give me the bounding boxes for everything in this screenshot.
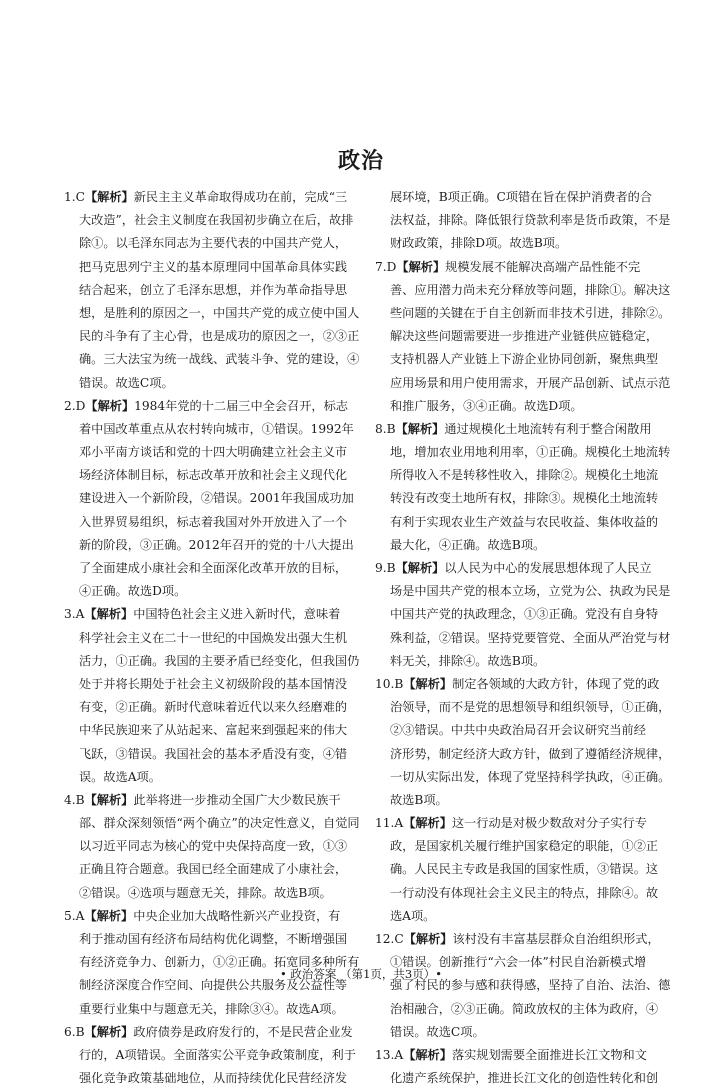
answer-text: 制经济深度合作空间、向提供公共服务及公益性等 [79,978,348,993]
answer-text: 中国特色社会主义进入新时代，意味着 [133,607,341,622]
answer-text-line [64,209,364,232]
answer-text: 把马克思列宁主义的基本原理同中国革命具体实践 [79,259,348,274]
answer-text: 入世界贸易组织，标志着我国对外开放进入了一个 [79,514,348,529]
analysis-tag: 【解析】 [403,676,453,691]
answer-text-line [64,487,364,510]
question-number: 11.A [375,816,404,831]
answer-text: 该村没有丰富基层群众自治组织形式， [452,932,660,946]
right-column [375,186,675,1090]
answer-text-line [64,534,364,557]
question-number: 8.B [375,421,396,436]
answer-text-line [64,580,364,603]
answer-text: 最大化，④正确。故选B项。 [390,537,546,552]
answer-text-line [64,557,364,580]
answer-text: 民的斗争有了主心骨，也是成功的原因之一，②③正 [79,329,360,344]
answer-text: 有变，②正确。新时代意味着近代以来久经磨难的 [79,700,348,715]
answer-text: 除①。以毛泽东同志为主要代表的中国共产党人， [79,236,348,251]
answer-text-line [375,696,675,719]
answer-text-line [375,905,675,928]
answer-text: 飞跃，③错误。我国社会的基本矛盾没有变，④错 [79,746,348,761]
answer-text-line [375,186,675,209]
analysis-tag: 【解析】 [395,421,445,436]
question-number: 2.D [64,398,86,413]
answer-text: ①错误。创新推行“六会一体”村民自治新模式增 [390,955,647,970]
answer-text: 建设进入一个新阶段，②错误。2001年我国成功加 [79,491,354,506]
question-number: 9.B [375,561,396,575]
answer-text-line [375,603,675,626]
answer-text: 大改造”，社会主义制度在我国初步确立在后，故排 [79,213,354,228]
answer-text-line [375,858,675,881]
answer-text-line [375,441,675,464]
answer-text: 一切从实际出发，体现了党坚持科学执政，④正确。 [390,769,671,784]
answer-text-line [64,325,364,348]
answer-text: ②错误。④选项与题意无关，排除。故选B项。 [79,885,332,900]
answer-text-line [375,279,675,302]
analysis-tag: 【解析】 [84,190,134,204]
answer-text: 错误。故选C项。 [79,375,174,390]
answer-text: 中华民族迎来了从站起来、富起来到强起来的伟大 [79,723,348,738]
answer-text: 济形势，制定经济大政方针，做到了遵循经济规律， [390,746,671,761]
answer-text: 有经济竞争力、创新力，①②正确。拓宽同多种所有 [79,955,360,970]
answer-text-line [64,279,364,302]
answer-text: 解决这些问题需要进一步推进产业链供应链稳定， [390,329,659,344]
answer-text-line [64,719,364,742]
answer-text: 善、应用潜力尚未充分释放等问题，排除①。解决这 [390,282,671,297]
answer-text-line [64,766,364,789]
answer-item-start [375,812,675,835]
answer-text-line [375,789,675,812]
analysis-tag: 【解析】 [403,932,453,946]
answer-text-line [64,627,364,650]
answer-text-line [375,627,675,650]
answer-text: 新的阶段，③正确。2012年召开的党的十八大提出 [79,537,354,552]
page-title: 政治 [337,149,384,174]
answer-text: 利于推动国有经济布局结构优化调整，不断增强国 [79,932,348,946]
answer-item-start [64,905,364,928]
answer-text-line [64,998,364,1021]
analysis-tag: 【解析】 [395,561,445,575]
answer-text: 以人民为中心的发展思想体现了人民立 [444,561,652,575]
answer-text: 法权益，排除。降低银行贷款利率是货币政策，不是 [390,213,671,228]
answer-text: 有利于实现农业生产效益与农民收益、集体收益的 [390,514,659,529]
answer-text-line [64,418,364,441]
left-column [64,186,364,1090]
answer-text: 想，是胜利的原因之一，中国共产党的成立使中国人 [79,305,360,320]
answer-text-line [64,858,364,881]
answer-text-line [64,696,364,719]
question-number: 4.B [64,792,85,807]
answer-text-line [375,998,675,1021]
answer-item-start [64,603,364,626]
answer-text: 些问题的关键在于自主创新而非技术引进，排除②。 [390,305,671,320]
answer-text: 确。人民民主专政是我国的国家性质，③错误。这 [390,862,659,877]
answer-text: 转没有改变土地所有权，排除③。规模化土地流转 [390,491,659,506]
answer-item-start [375,557,675,580]
analysis-tag: 【解析】 [84,1024,134,1039]
answer-text: 活力，①正确。我国的主要矛盾已经变化，但我国仍 [79,653,360,668]
answer-text-line [375,487,675,510]
answer-item-start [375,256,675,279]
answer-text-line [375,395,675,418]
answer-text-line [64,348,364,371]
answer-text-line [64,928,364,951]
answer-text-line [375,348,675,371]
answer-text-line [64,441,364,464]
answer-text: 治相融合，②③正确。简政放权的主体为政府，④ [390,1001,659,1016]
answer-text: 展环境，B项正确。C项错在旨在保护消费者的合 [390,190,653,204]
answer-text-line [64,673,364,696]
analysis-tag: 【解析】 [396,259,446,274]
question-number: 13.A [375,1047,404,1062]
question-number: 7.D [375,259,397,274]
answer-text-line [375,719,675,742]
answer-text-line [64,302,364,325]
answer-text: 正确且符合题意。我国已经全面建成了小康社会， [79,862,348,877]
answer-text: ②③错误。中共中央政治局召开会议研究当前经 [390,723,646,738]
answer-text: 治领导，而不是党的思想领导和组织领导，①正确， [390,700,671,715]
answer-text: 通过规模化土地流转有利于整合闲散用 [444,421,652,436]
answer-text: 和推广服务，③④正确。故选D项。 [390,398,583,413]
answer-text: 地，增加农业用地利用率，①正确。规模化土地流转 [390,445,671,460]
answer-text-line [375,325,675,348]
question-number: 6.B [64,1024,85,1039]
answer-text-line [64,743,364,766]
answer-text-line [64,511,364,534]
answer-item-start [64,395,364,418]
answer-text-line [64,1044,364,1067]
answer-text-line [375,766,675,789]
answer-text-line [375,232,675,255]
answer-text: 政，是国家机关履行维护国家稳定的职能，①②正 [390,839,659,854]
analysis-tag: 【解析】 [403,816,452,831]
answer-text-line [375,511,675,534]
answer-text-line [375,743,675,766]
answer-text: 误。故选A项。 [79,769,161,784]
answer-item-start [64,789,364,812]
question-number: 5.A [64,908,85,923]
answer-text: 应用场景和用户使用需求，开展产品创新、试点示范 [390,375,671,390]
answer-text: 此举将进一步推动全国广大少数民族干 [133,792,341,807]
question-number: 10.B [375,676,404,691]
answer-text: 了全面建成小康社会和全面深化改革开放的目标， [79,561,348,575]
analysis-tag: 【解析】 [84,792,134,807]
answer-text: 选A项。 [390,908,436,923]
analysis-tag: 【解析】 [84,607,134,622]
analysis-tag: 【解析】 [84,908,134,923]
analysis-tag: 【解析】 [85,398,135,413]
answer-text-line [375,534,675,557]
answer-text: 结合起来，创立了毛泽东思想，并作为革命指导思 [79,282,348,297]
answer-text: 所得收入不是转移性收入，排除②。规模化土地流 [390,468,659,483]
answer-text-line [375,1021,675,1044]
answer-text: 中国共产党的执政理念，①③正确。党没有自身特 [390,607,659,622]
answer-text-line [64,835,364,858]
answer-item-start [375,418,675,441]
answer-text: 处于并将长期处于社会主义初级阶段的基本国情没 [79,676,348,691]
answer-text-line [375,464,675,487]
answer-text: 政府债券是政府发行的，不是民营企业发 [133,1024,353,1039]
answer-text-line [64,372,364,395]
answer-text: 规模发展不能解决高端产品性能不完 [445,259,641,274]
answer-item-start [64,1021,364,1044]
answer-text-line [375,882,675,905]
answer-text: 新民主主义革命取得成功在前，完成“三 [133,190,348,204]
answer-text: 料无关，排除④。故选B项。 [390,653,546,668]
answer-text-line [375,209,675,232]
answer-text: 错误。故选C项。 [390,1024,485,1039]
answer-text: 场是中国共产党的根本立场，立党为公、执政为民是 [390,584,671,599]
answer-text-line [64,1067,364,1090]
answer-text-line [64,812,364,835]
answer-text: 故选B项。 [390,792,448,807]
question-number: 1.C [64,190,85,204]
question-number: 12.C [375,932,404,946]
answer-text: 着中国改革重点从农村转向城市，①错误。1992年 [79,421,354,436]
answer-text: 场经济体制目标，标志改革开放和社会主义现代化 [79,468,348,483]
answer-text: 强化竞争政策基础地位，从而持续优化民营经济发 [79,1071,348,1086]
answer-item-start [64,186,364,209]
answer-text: 部、群众深刻领悟“两个确立”的决定性意义，自觉同 [79,816,360,831]
answer-item-start [375,673,675,696]
answer-text: 科学社会主义在二十一世纪的中国焕发出强大生机 [79,630,348,645]
answer-item-start [375,928,675,951]
answer-text-line [375,650,675,673]
answer-text-line [375,302,675,325]
answer-text-line [64,256,364,279]
answer-text: 1984年党的十二届三中全会召开，标志 [134,398,348,413]
answer-text: 中央企业加大战略性新兴产业投资，有 [133,908,341,923]
analysis-tag: 【解析】 [403,1047,452,1062]
answer-text: 邓小平南方谈话和党的十四大明确建立社会主义市 [79,445,348,460]
answer-text: 确。三大法宝为统一战线、武装斗争、党的建设，④ [79,352,360,367]
answer-text: 强了村民的参与感和获得感，坚持了自治、法治、德 [390,978,671,993]
answer-text-line [64,464,364,487]
answer-text: 这一行动是对极少数敌对分子实行专 [451,816,647,831]
answer-text: ④正确。故选D项。 [79,584,187,599]
answer-text-line [375,835,675,858]
answer-text: 以习近平同志为核心的党中央保持高度一致，①③ [79,839,348,854]
answer-text-line [375,372,675,395]
answer-text: 落实规划需要全面推进长江文物和文 [451,1047,647,1062]
answer-text: 殊利益，②错误。坚持党要管党、全面从严治党与材 [390,630,671,645]
answer-text: 支持机器人产业链上下游企业协同创新，聚焦典型 [390,352,659,367]
answer-text-line [64,882,364,905]
page-footer: • 政治答案 （第1页，共3页）• [279,967,442,981]
answer-text: 制定各领域的大政方针，体现了党的政 [452,676,660,691]
answer-text: 化遗产系统保护，推进长江文化的创造性转化和创 [390,1071,659,1086]
answer-text-line [375,1067,675,1090]
answer-text: 行的，A项错误。全面落实公平竞争政策制度，利于 [79,1047,356,1062]
question-number: 3.A [64,607,85,622]
answer-text-line [375,580,675,603]
answer-text: 重要行业集中与题意无关，排除③④。故选A项。 [79,1001,344,1016]
answer-text: 财政政策，排除D项。故选B项。 [390,236,568,251]
answer-text: 一行动没有体现社会主义民主的特点，排除④。故 [390,885,659,900]
answer-text-line [64,650,364,673]
answer-text-line [64,232,364,255]
answer-item-start [375,1044,675,1067]
